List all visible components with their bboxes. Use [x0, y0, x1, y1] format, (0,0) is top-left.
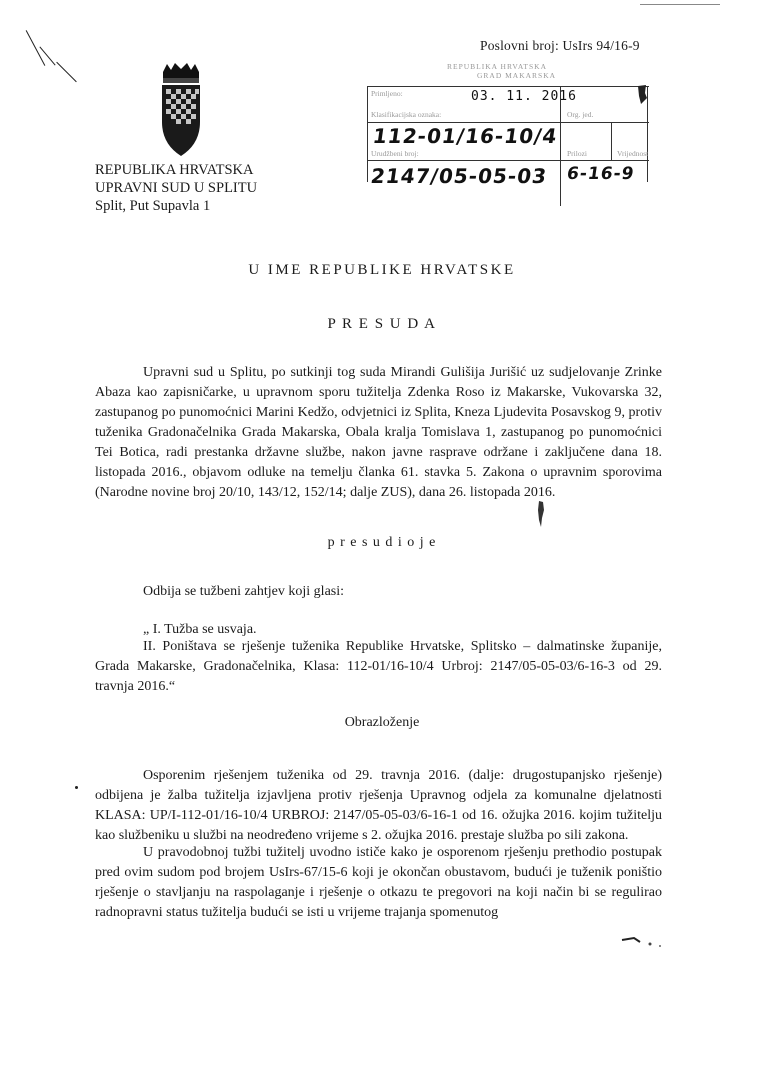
rejection-line: Odbija se tužbeni zahtjev koji glasi: [143, 584, 345, 599]
stamp-label-number: Urudžbeni broj: [371, 149, 419, 158]
court-country: REPUBLIKA HRVATSKA [95, 162, 254, 178]
stamp-label-org: Org. jed. [567, 110, 594, 119]
stamp-label-received: Primljeno: [371, 89, 403, 98]
stamp-header-1: REPUBLIKA HRVATSKA [447, 62, 547, 71]
stamp-label-class: Klasifikacijska oznaka: [371, 110, 442, 119]
heading-in-the-name: U IME REPUBLIKE HRVATSKE [248, 262, 516, 278]
coat-of-arms-icon [157, 62, 205, 158]
stamp-header-2: GRAD MAKARSKA [477, 71, 557, 80]
scan-mark-slash-1 [26, 30, 46, 66]
claim-point-1: „ I. Tužba se usvaja. [143, 622, 257, 637]
court-header [95, 161, 257, 215]
stamp-reg-number: 2147/05-05-03 [369, 164, 549, 188]
receipt-stamp [367, 60, 649, 210]
reasoning-heading: Obrazloženje [344, 715, 420, 730]
court-address: Split, Put Supavla 1 [95, 198, 211, 214]
court-name: UPRAVNI SUD U SPLITU [95, 180, 258, 196]
claim-point-2: II. Poništava se rješenje tuženika Republike Hrvatske, Splitsko – dalmatinske županije, Grada Makarske, Gradonačelnika, Klasa: 112-01/16-10/4 Urbroj: 2147/05-05-03/6-16-3 od 29. travnja 2016.“ [95, 639, 662, 694]
bottom-scan-mark-icon [620, 936, 670, 950]
stamp-date: 03. 11. 2016 [471, 89, 577, 104]
stamp-reg-suffix: 6-16-9 [565, 164, 636, 184]
scan-mark-left-dot [75, 786, 78, 789]
scan-mark-top-dash [640, 4, 720, 5]
scan-mark-slash-3 [56, 62, 77, 83]
margin-ink-mark-icon [536, 500, 546, 528]
case-number: Poslovni broj: UsIrs 94/16-9 [480, 38, 640, 53]
stamp-label-value: Vrijednost [617, 149, 649, 158]
ink-blot-icon [635, 84, 649, 106]
reasoning-paragraph-1: Osporenim rješenjem tuženika od 29. travnja 2016. (dalje: drugostupanjsko rješenje) odbijena je žalba tužitelja izjavljena protiv rješenja Upravnog odjela za komunalne djelatnosti KLASA: UP/I-112-01/16-10/4 URBROJ: 2147/05-05-03/6-16-1 od 16. ožujka 2016. kojim tužitelju kao službeniku u službi na neodređeno vrijeme s 2. ožujka 2016. prestaje služba po sili zakona. [95, 768, 662, 843]
decided-heading: p r e s u d i o j e [327, 535, 437, 550]
verdict-title: P R E S U D A [327, 316, 437, 332]
stamp-label-attach: Prilozi [567, 149, 587, 158]
intro-paragraph: Upravni sud u Splitu, po sutkinji tog suda Mirandi Gulišija Jurišić uz sudjelovanje Zrinke Abaza kao zapisničarke, u upravnom sporu tužitelja Zdenka Roso iz Makarske, Vukovarska 32, zastupanog po punomoćnici Marini Kedžo, odvjetnici iz Splita, Kneza Ljudevita Posavskog 9, protiv tuženika Gradonačelnika Grada Makarska, Obala kralja Tomislava 1, zastupanog po punomoćnici Tei Botica, radi prestanka državne službe, nakon javne rasprave održane i zaključene dana 18. listopada 2016., objavom odluke na temelju članka 61. stavka 5. Zakona o upravnim sporovima (Narodne novine broj 20/10, 143/12, 152/14; dalje ZUS), dana 26. listopada 2016. [95, 365, 662, 500]
reasoning-paragraph-2: U pravodobnoj tužbi tužitelj uvodno ističe kako je osporenom rješenju prethodio postupak pred ovim sudom pod brojem UsIrs-67/15-6 koji je okončan obustavom, budući je tuženik poništio rješenje o stavljanju na raspolaganje i rješenje o otkazu te pregovori na koji način bi se regulirao radnopravni status tužitelja budući se isti u vrijeme trajanja spomenutog [95, 845, 662, 920]
stamp-class-code: 112-01/16-10/4 [371, 124, 560, 148]
